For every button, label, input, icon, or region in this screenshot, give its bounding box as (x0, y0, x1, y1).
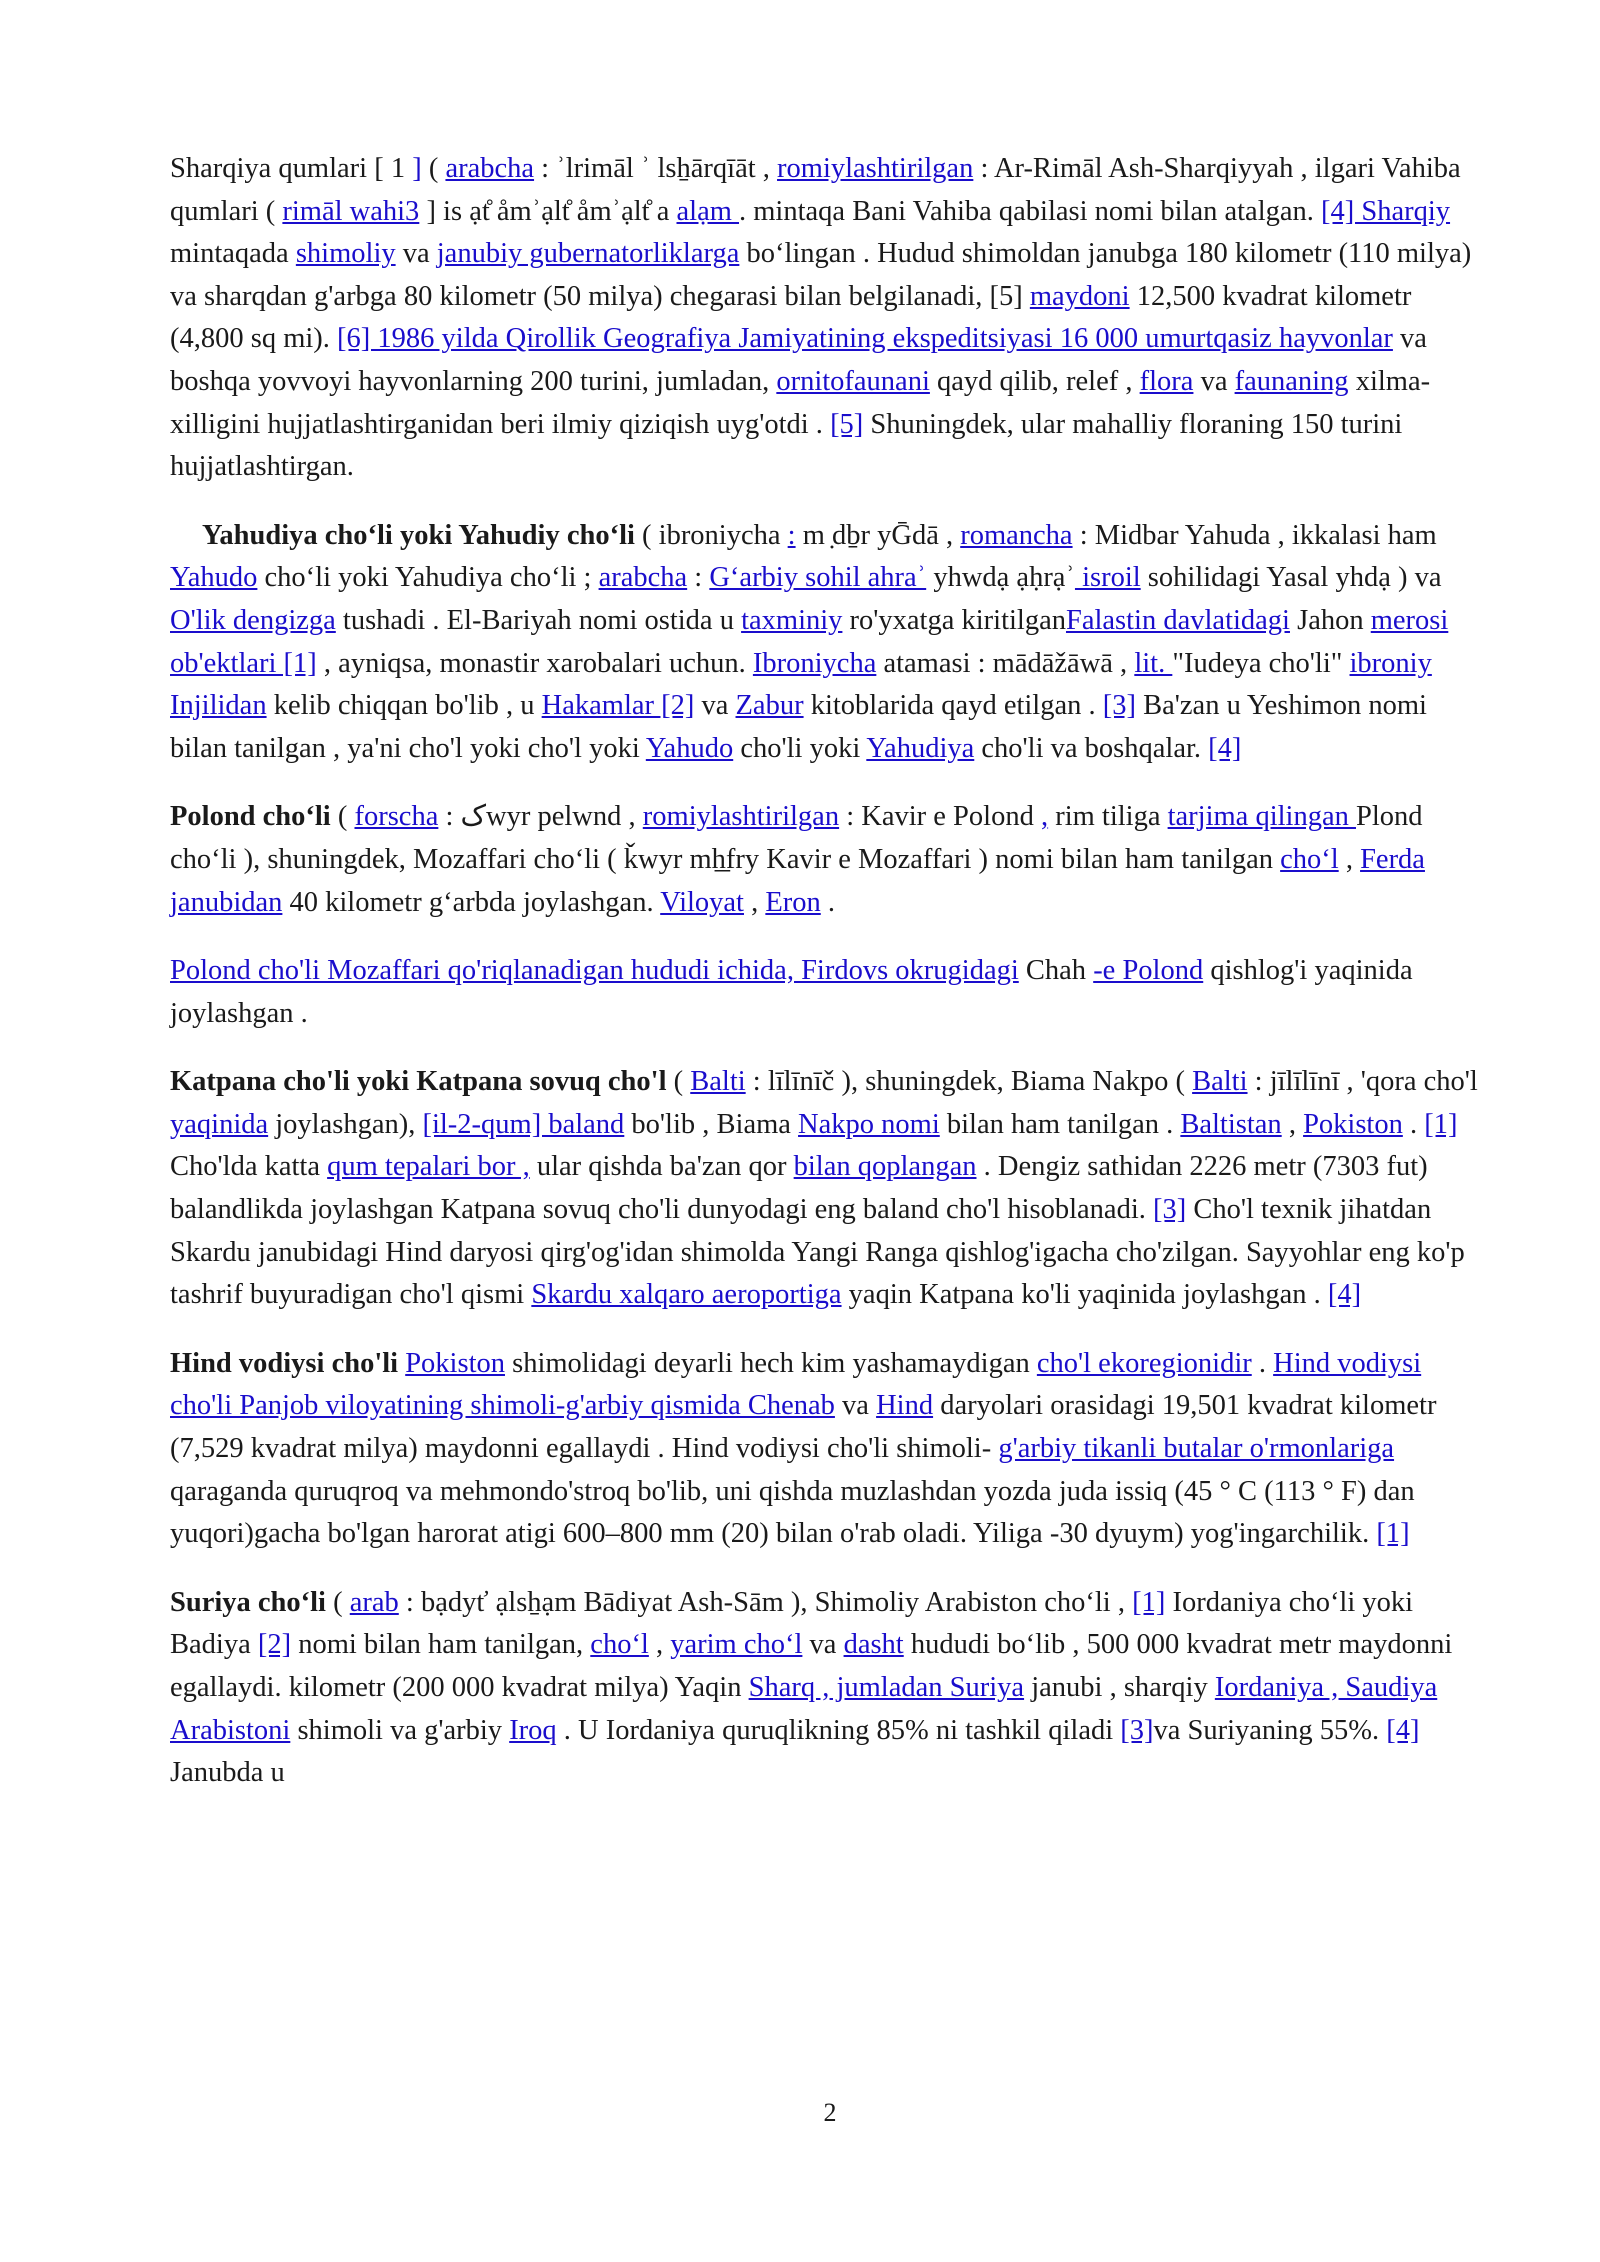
inline-link[interactable]: ornitofaunani (776, 365, 930, 397)
inline-link[interactable]: janubiy gubernatorliklarga (436, 238, 740, 270)
inline-link[interactable]: flora (1139, 365, 1194, 397)
text-run: ( (666, 1066, 691, 1098)
paragraph-sharqiya (170, 148, 1488, 489)
inline-link[interactable]: isroil (1074, 562, 1141, 594)
inline-link[interactable]: arab (349, 1586, 399, 1618)
inline-link[interactable]: dasht (843, 1629, 904, 1661)
text-run: . mintaqa Bani Vahiba qabilasi nomi bilan atalgan. (739, 195, 1322, 227)
inline-link[interactable]: faunaning (1234, 365, 1349, 397)
text-run: : (687, 562, 710, 594)
text-run: va (802, 1629, 844, 1661)
inline-link[interactable]: Hakamlar [2] (541, 690, 695, 722)
inline-link[interactable]: romancha (960, 519, 1073, 551)
inline-link[interactable]: g'arbiy tikanli butalar o'rmonlariga (998, 1433, 1395, 1465)
text-run: Cho'lda katta (170, 1151, 328, 1183)
inline-link[interactable]: : (787, 519, 796, 551)
text-run: ( (421, 153, 446, 184)
text-run: va (1193, 365, 1235, 397)
text-run: . U Iordaniya quruqlikning 85% ni tashkil qiladi (556, 1714, 1121, 1746)
text-run: va (694, 690, 736, 722)
inline-link[interactable]: forscha (354, 801, 439, 833)
inline-link[interactable]: Baltistan (1180, 1108, 1282, 1140)
inline-link[interactable]: Iordaniya , Saudiya Arabistoni (170, 1672, 1438, 1746)
text-run: : bạdyť ạlsẖạm Bādiyat Ash-Sām ), Shimoliy Arabiston cho‘li , (398, 1586, 1133, 1618)
text-run: atamasi : mādāžāwā , (876, 647, 1135, 679)
section-heading: Yahudiya cho‘li yoki Yahudiy cho‘li (202, 519, 635, 551)
inline-link[interactable]: [4] (1386, 1714, 1420, 1746)
inline-link[interactable]: [3] (1153, 1194, 1187, 1226)
text-run: cho'li va boshqalar. (974, 732, 1209, 764)
text-run: , (1281, 1108, 1304, 1140)
text-run: m ̣dḇr yḠdā , (795, 519, 961, 551)
text-run: yhwdạ ạḥrạʾ (926, 562, 1075, 594)
text-run: bo‘lingan . Hudud shimoldan janubga 180 kilometr (110 milya) va sharqdan g'arbga 80 kilometr (50 milya) chegarasi bilan belgilanadi, [5] (170, 238, 1472, 312)
text-run: 40 kilometr g‘arbda joylashgan. (282, 886, 661, 918)
inline-link[interactable]: qum tepalari bor , (327, 1151, 530, 1183)
text-run: Ba'zan u Yeshimon nomi bilan tanilgan , ya'ni cho'l yoki cho'l yoki (170, 690, 1427, 764)
inline-link[interactable]: , (1040, 801, 1049, 833)
inline-link[interactable]: arabcha (445, 153, 535, 184)
text-run: : Midbar Yahuda , ikkalasi ham (1072, 519, 1437, 551)
text-run: Plond cho‘li ), shuningdek, Mozaffari cho‘li ( ǩwyr mẖ̱fry Kavir e Mozaffari ) nomi bilan ham tanilgan (170, 801, 1423, 875)
text-run: ( ibroniycha (634, 519, 788, 551)
inline-link[interactable]: romiylashtirilgan (642, 801, 840, 833)
text-run: joylashgan), (268, 1108, 423, 1140)
text-run: shimolidagi deyarli hech kim yashamaydigan (504, 1347, 1037, 1379)
inline-link[interactable]: arabcha (598, 562, 688, 594)
text-run: rim tiliga (1048, 801, 1168, 833)
inline-link[interactable]: G‘arbiy sohil ahraʾ (709, 562, 927, 594)
inline-link[interactable]: [1] (1424, 1108, 1458, 1140)
inline-link[interactable]: taxminiy (741, 604, 843, 636)
inline-link[interactable]: bilan qoplangan (793, 1151, 977, 1183)
page-number: 2 (823, 2098, 837, 2127)
text-run: . (820, 886, 836, 918)
inline-link[interactable]: Zabur (735, 690, 804, 722)
text-run: Janubda u (170, 1757, 285, 1789)
inline-link[interactable]: maydoni (1029, 280, 1130, 312)
text-run: va (395, 238, 437, 270)
inline-link[interactable]: [3] (1102, 690, 1136, 722)
text-run: : līlīnīč ), shuningdek, Biama Nakpo ( (745, 1066, 1193, 1098)
text-run: ( (330, 801, 355, 833)
inline-link[interactable]: ibroniy Injilidan (170, 647, 1432, 722)
inline-link[interactable]: [1] (1132, 1586, 1166, 1618)
inline-link[interactable]: Nakpo nomi (798, 1108, 940, 1140)
text-run: . (1402, 1108, 1425, 1140)
inline-link[interactable]: Pokiston (405, 1347, 505, 1379)
text-run: kelib chiqqan bo'lib , u (266, 690, 542, 722)
text-run: janubi , sharqiy (1024, 1672, 1215, 1703)
inline-link[interactable]: [4] Sharqiy (1321, 195, 1451, 227)
inline-link[interactable]: Yahudo (645, 732, 734, 764)
text-run: Iordaniya cho‘li yoki Badiya (170, 1586, 1414, 1661)
text-run: cho'li yoki (733, 732, 867, 764)
inline-link[interactable]: [5] (830, 408, 864, 440)
text-run: qishlog'i yaqinida joylashgan . (170, 955, 1413, 1029)
inline-link[interactable]: Skardu xalqaro aeroportiga (531, 1279, 842, 1311)
text-run: mintaqada (170, 238, 296, 270)
text-run: yaqin Katpana ko'li yaqinida joylashgan . (841, 1279, 1328, 1311)
inline-link[interactable]: tarjima qilingan (1167, 801, 1356, 833)
text-run: Sharqiya qumlari [ 1 (170, 153, 413, 184)
section-heading: Katpana cho'li yoki Katpana sovuq cho'l (170, 1066, 667, 1098)
text-run: xilma-xilligini hujjatlashtirganidan beri ilmiy qiziqish uyg'otdi . (170, 365, 1431, 440)
text-run: qayd qilib, relef , (929, 365, 1140, 397)
text-run: kitoblarida qayd etilgan . (803, 690, 1103, 722)
inline-link[interactable]: rimāl wahi3 (282, 195, 420, 227)
inline-link[interactable]: [1] (1376, 1518, 1410, 1550)
inline-link[interactable]: shimoliy (295, 238, 396, 270)
inline-link[interactable]: merosi ob'ektlari [1] (170, 604, 1449, 679)
text-run: "Iudeya cho'li" (1172, 647, 1350, 679)
text-run: bo'lib , Biama (624, 1108, 799, 1140)
inline-link[interactable]: [4] (1327, 1279, 1362, 1311)
inline-link[interactable]: Pokiston (1303, 1108, 1403, 1140)
inline-link[interactable]: Yahudiya (866, 732, 975, 764)
inline-link[interactable]: Balti (1192, 1066, 1248, 1098)
text-run: nomi bilan ham tanilgan, (291, 1629, 591, 1661)
inline-link[interactable]: [il-2-qum] baland (422, 1108, 625, 1140)
text-run: , (648, 1629, 671, 1661)
text-run: ular qishda ba'zan qor (529, 1151, 794, 1183)
text-run: daryolari orasidagi 19,501 kvadrat kilometr (7,529 kvadrat milya) maydonni egallaydi . Hind vodiysi cho'li shimoli- (170, 1390, 1437, 1465)
text-run: sohilidagi Yasal yhdạ ) va (1140, 562, 1442, 594)
text-run: ro'yxatga kiritilgan (842, 604, 1066, 636)
paragraph-katpana (170, 1061, 1488, 1317)
inline-link[interactable]: -e Polond (1093, 955, 1204, 987)
inline-link[interactable]: cho‘l (1280, 843, 1339, 875)
text-run: , (1338, 843, 1361, 875)
section-heading: Polond cho‘li (170, 801, 331, 833)
inline-link[interactable]: Yahudo (170, 562, 258, 594)
paragraph-polond (170, 796, 1488, 924)
text-run: ] is ạt̊ åmʾạlt̊ åmʾạlt̊ a (419, 195, 677, 227)
text-run: va Suriyaning 55%. (1153, 1714, 1387, 1746)
inline-link[interactable]: Balti (690, 1066, 746, 1098)
inline-link[interactable]: Viloyat (660, 886, 744, 918)
inline-link[interactable]: Falastin davlatidagi (1065, 604, 1290, 636)
inline-link[interactable]: Ibroniycha (752, 647, 877, 679)
paragraph-hind-vodiysi (170, 1343, 1488, 1556)
text-run: Chah (1018, 955, 1094, 987)
text-run: ( (325, 1586, 350, 1618)
text-run: Cho'l texnik jihatdan Skardu janubidagi Hind daryosi qirg'og'idan shimolda Yangi Ranga qishlog'igacha cho'zilgan. Sayyohlar eng ko'p tashrif buyuradigan cho'l qismi (170, 1194, 1465, 1311)
inline-link[interactable]: cho'l ekoregionidir (1036, 1347, 1252, 1379)
inline-link[interactable]: lit. (1134, 647, 1173, 679)
inline-link[interactable]: yaqinida (170, 1108, 269, 1140)
text-run: va (834, 1390, 877, 1422)
inline-link[interactable]: [6] 1986 yilda Qirollik Geografiya Jamiyatining ekspeditsiyasi 16 000 umurtqasiz hayvonlar (337, 323, 1393, 355)
text-run: : Kavir e Polond (839, 801, 1041, 833)
text-run: : jīlīlīnī , 'qora cho'l (1247, 1066, 1478, 1098)
text-run: cho‘li yoki Yahudiya cho‘li ; (257, 562, 599, 594)
text-run: . (1251, 1347, 1274, 1379)
text-run: 12,500 kvadrat kilometr (4,800 sq mi). (170, 280, 1412, 355)
inline-link[interactable]: Iroq (509, 1714, 557, 1746)
text-run: hududi bo‘lib , 500 000 kvadrat metr maydonni egallaydi. kilometr (200 000 kvadrat milya) Yaqin (170, 1629, 1453, 1703)
inline-link[interactable]: alạm (676, 195, 740, 227)
paragraph-yahudiya (170, 515, 1488, 771)
document-body (170, 148, 1488, 1821)
inline-link[interactable]: Sharq , jumladan Suriya (748, 1672, 1025, 1703)
inline-link[interactable]: Hind (876, 1390, 934, 1422)
inline-link[interactable]: [3] (1120, 1714, 1154, 1746)
text-run: qaraganda quruqroq va mehmondo'stroq bo'lib, uni qishda muzlashdan yozda juda issiq (45 ° C (113 ° F) dan yuqori)gacha bo'lgan harorat atigi 600–800 mm (20) bilan o'rab oladi. Yiliga -30 dyuym) yog'ingarchilik. (170, 1475, 1415, 1550)
inline-link[interactable]: O'lik dengizga (170, 604, 336, 636)
inline-link[interactable]: Hind vodiysi cho'li Panjob viloyatining shimoli-g'arbiy qismida Chenab (170, 1347, 1422, 1422)
paragraph-polond-location (170, 950, 1488, 1035)
inline-link[interactable]: [4] (1208, 732, 1242, 764)
text-run: : Ar-Rimāl Ash-Sharqiyyah , ilgari Vahiba qumlari ( (170, 153, 1461, 227)
text-run: . Dengiz sathidan 2226 metr (7303 fut) balandlikda joylashgan Katpana sovuq cho'li dunyodagi eng baland cho'l hisoblanadi. (170, 1151, 1428, 1226)
inline-link[interactable]: ] (412, 153, 422, 184)
section-heading: Suriya cho‘li (170, 1586, 326, 1618)
inline-link[interactable]: yarim cho‘l (670, 1629, 803, 1661)
text-run: , ayniqsa, monastir xarobalari uchun. (316, 647, 753, 679)
text-run: : کwyr pelwnd , (438, 801, 643, 833)
section-heading: Hind vodiysi cho'li (170, 1347, 399, 1379)
paragraph-suriya (170, 1582, 1488, 1795)
text-run: , (743, 886, 766, 918)
text-run: tushadi . El-Bariyah nomi ostida u (335, 604, 742, 636)
text-run: bilan ham tanilgan . (939, 1108, 1181, 1140)
inline-link[interactable]: cho‘l (590, 1629, 649, 1661)
inline-link[interactable]: Eron (765, 886, 821, 918)
text-run: shimoli va g'arbiy (290, 1714, 510, 1746)
inline-link[interactable]: Polond cho'li Mozaffari qo'riqlanadigan hududi ichida, Firdovs okrugidagi (170, 955, 1019, 987)
text-run: : ʾlrimāl ʾ lsẖārqīāt , (534, 153, 778, 184)
text-run: Shuningdek, ular mahalliy floraning 150 turini hujjatlashtirgan. (170, 408, 1403, 483)
inline-link[interactable]: [2] (257, 1629, 292, 1661)
text-run: Jahon (1289, 604, 1371, 636)
text-run: va boshqa yovvoyi hayvonlarning 200 turini, jumladan, (170, 323, 1427, 397)
inline-link[interactable]: Ferda janubidan (170, 843, 1425, 918)
inline-link[interactable]: romiylashtirilgan (777, 153, 974, 184)
